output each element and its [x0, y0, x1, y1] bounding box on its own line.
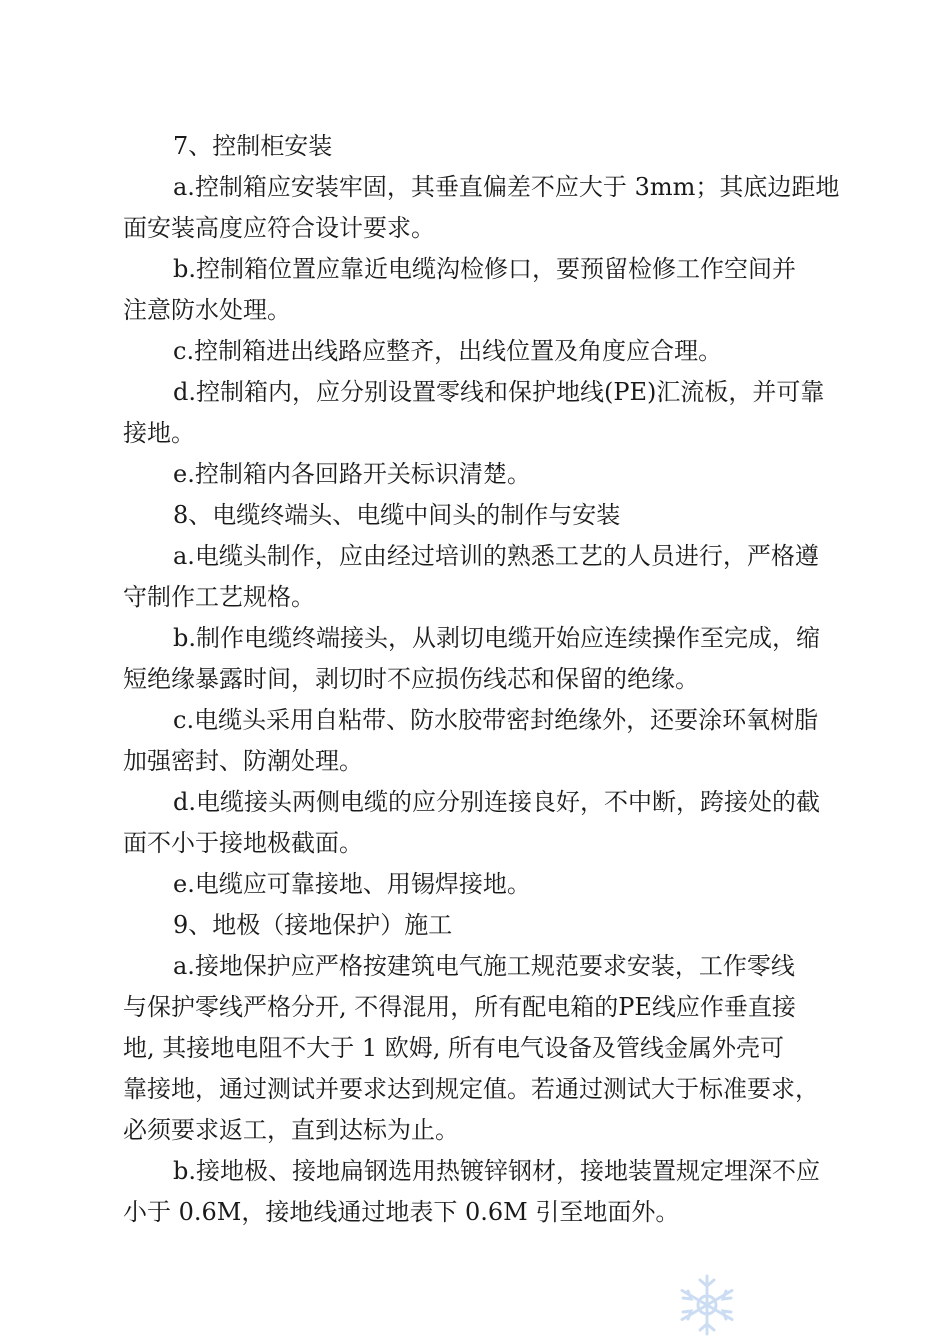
paragraph-line: e.控制箱内各回路开关标识清楚。 [173, 460, 531, 488]
paragraph-line: b.控制箱位置应靠近电缆沟检修口，要预留检修工作空间并 [173, 255, 796, 283]
paragraph-line: a.接地保护应严格按建筑电气施工规范要求安装，工作零线 [173, 952, 795, 980]
paragraph-line: 注意防水处理。 [123, 296, 291, 324]
paragraph-line: 小于 0.6M，接地线通过地表下 0.6M 引至地面外。 [123, 1198, 680, 1226]
paragraph-line: c.控制箱进出线路应整齐，出线位置及角度应合理。 [173, 337, 723, 365]
paragraph-line: 地, 其接地电阻不大于 1 欧姆, 所有电气设备及管线金属外壳可 [123, 1034, 785, 1062]
snowflake-icon [672, 1270, 742, 1340]
paragraph-line: 面安装高度应符合设计要求。 [123, 214, 435, 242]
paragraph-line: 接地。 [123, 419, 195, 447]
paragraph-line: b.制作电缆终端接头，从剥切电缆开始应连续操作至完成，缩 [173, 624, 820, 652]
paragraph-line: a.电缆头制作，应由经过培训的熟悉工艺的人员进行，严格遵 [173, 542, 819, 570]
document-body [123, 126, 847, 1233]
paragraph-line: 加强密封、防潮处理。 [123, 747, 363, 775]
paragraph-line: 靠接地，通过测试并要求达到规定值。若通过测试大于标准要求， [123, 1075, 819, 1103]
section-heading-9: 9、地极（接地保护）施工 [173, 911, 453, 939]
paragraph-line: d.电缆接头两侧电缆的应分别连接良好，不中断，跨接处的截 [173, 788, 820, 816]
paragraph-line: 必须要求返工，直到达标为止。 [123, 1116, 459, 1144]
paragraph-line: e.电缆应可靠接地、用锡焊接地。 [173, 870, 531, 898]
paragraph-line: 守制作工艺规格。 [123, 583, 315, 611]
paragraph-line: 短绝缘暴露时间，剥切时不应损伤线芯和保留的绝缘。 [123, 665, 699, 693]
paragraph-line: 与保护零线严格分开, 不得混用，所有配电箱的PE线应作垂直接 [123, 993, 796, 1021]
section-heading-7: 7、控制柜安装 [173, 132, 333, 160]
paragraph-line: b.接地极、接地扁钢选用热镀锌钢材，接地装置规定埋深不应 [173, 1157, 820, 1185]
paragraph-line: a.控制箱应安装牢固，其垂直偏差不应大于 3mm；其底边距地 [173, 173, 840, 201]
paragraph-line: d.控制箱内，应分别设置零线和保护地线(PE)汇流板，并可靠 [173, 378, 825, 406]
paragraph-line: c.电缆头采用自粘带、防水胶带密封绝缘外，还要涂环氧树脂 [173, 706, 819, 734]
paragraph-line: 面不小于接地极截面。 [123, 829, 363, 857]
section-heading-8: 8、电缆终端头、电缆中间头的制作与安装 [173, 501, 621, 529]
